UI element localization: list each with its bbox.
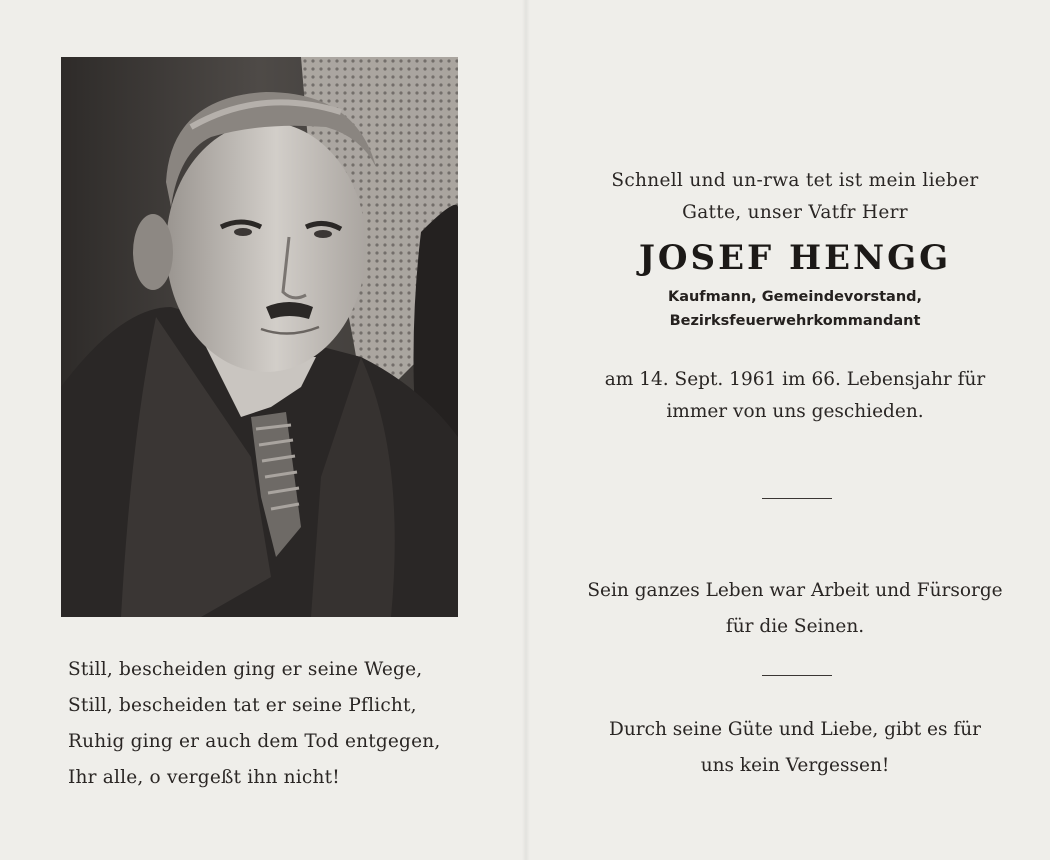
intro-text (560, 165, 1030, 229)
closing-line: Durch seine Güte und Liebe, gibt es für (609, 719, 981, 740)
portrait-photo (61, 57, 458, 617)
divider (762, 498, 832, 499)
intro-line: Schnell und un-rwa tet ist mein lieber (611, 170, 979, 191)
poem-line: Still, bescheiden tat er seine Pflicht, (68, 695, 417, 716)
poem-line: Ruhig ging er auch dem Tod entgegen, (68, 731, 441, 752)
death-line: immer von uns geschieden. (666, 401, 924, 422)
life-line: für die Seinen. (725, 616, 865, 637)
memorial-poem (68, 652, 498, 796)
deceased-name: JOSEF HENGG (638, 238, 952, 278)
divider (762, 675, 832, 676)
deceased-titles (560, 285, 1030, 333)
poem-line: Ihr alle, o vergeßt ihn nicht! (68, 767, 340, 788)
title-line: Bezirksfeuerwehrkommandant (669, 313, 921, 329)
closing-verse (560, 712, 1030, 784)
poem-line: Still, bescheiden ging er seine Wege, (68, 659, 423, 680)
title-line: Kaufmann, Gemeindevorstand, (667, 289, 923, 305)
life-verse (560, 573, 1030, 645)
intro-line: Gatte, unser Vatfr Herr (682, 202, 908, 223)
death-line: am 14. Sept. 1961 im 66. Lebensjahr für (604, 369, 986, 390)
life-line: Sein ganzes Leben war Arbeit und Fürsorge (587, 580, 1003, 601)
closing-line: uns kein Vergessen! (700, 755, 890, 776)
card-fold (522, 0, 530, 860)
death-notice (560, 364, 1030, 428)
